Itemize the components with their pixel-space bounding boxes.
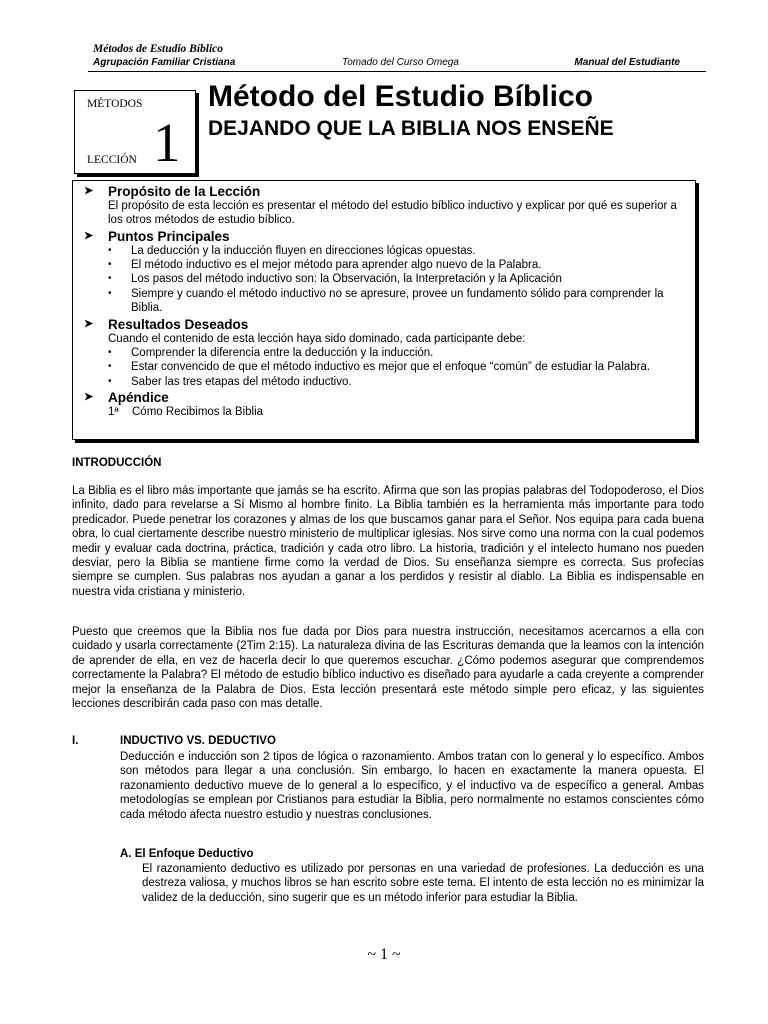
page-subtitle: DEJANDO QUE LA BIBLIA NOS ENSEÑE — [208, 117, 614, 140]
lesson-summary-box — [72, 180, 696, 440]
arrow-bullet-icon: ➤ — [84, 317, 94, 330]
series-title: Métodos de Estudio Bíblico — [93, 43, 224, 55]
apendice-text: Cómo Recibimos la Biblia — [132, 406, 264, 419]
page-header — [88, 42, 706, 72]
section-number: I. — [72, 735, 79, 747]
section-1-text: Deducción e inducción son 2 tipos de lógica o razonamiento. Ambos tratan con lo general y lo específico. Ambos son métodos para llegar a una conclusión. Sin embargo, lo hacen en exactamente la manera opuesta. El razonamiento deductivo mueve de lo general a lo específico, y el inductivo va de específico a general. Ambas metodologías se emplean por Cristianos para estudiar la Biblia, pero normalmente no estamos conscientes cómo cada método afecta nuestro estudio y nuestras conclusiones. — [120, 751, 704, 821]
apendice-item — [83, 405, 683, 420]
puntos-list — [83, 244, 683, 316]
arrow-bullet-icon: ➤ — [84, 391, 94, 404]
metodos-label: MÉTODOS — [87, 98, 143, 110]
page-number: ~ 1 ~ — [367, 946, 401, 963]
puntos-heading: ➤ Puntos Principales — [84, 228, 230, 244]
organization-name: Agrupación Familiar Cristiana — [93, 57, 236, 68]
lesson-box — [74, 90, 196, 174]
proposito-text: El propósito de esta lección es presentar el método del estudio bíblico inductivo y explicar por qué es superior a los otros métodos de estudio bíblico. — [108, 200, 677, 227]
apendice-heading: ➤ Apéndice — [84, 390, 169, 406]
resultados-list — [83, 346, 683, 389]
list-item: • El método inductivo es el mejor método para aprender algo nuevo de la Palabra. — [131, 258, 683, 272]
resultados-intro: Cuando el contenido de esta lección haya sido dominado, cada participante debe: — [108, 332, 526, 345]
list-item: • Estar convencido de que el método inductivo es mejor que el enfoque “común” de estudiar la Palabra. — [131, 360, 683, 374]
arrow-bullet-icon: ➤ — [84, 229, 94, 242]
introduccion-paragraph-2: Puesto que creemos que la Biblia nos fue dada por Dios para nuestra instrucción, necesitamos acercarnos a ella con cuidado y usarla correctamente (2Tim 2:15). La naturaleza divina de las Escrituras demanda que la leamos con la intención de aprender de ella, en vez de hacerla decir lo que queremos escuchar. ¿Cómo podemos asegurar que comprendemos correctamente la Palabra? El método de estudio bíblico inductivo es diseñado para ayudarle a cada creyente a comprender mejor la enseñanza de la Palabra de Dios. Esta lección presentará este método simple pero eficaz, y las siguientes lecciones describirán cada paso con mas detalle. — [72, 626, 704, 711]
list-item: • Comprender la diferencia entre la deducción y la inducción. — [131, 346, 683, 360]
subsection-a-text: El razonamiento deductivo es utilizado por personas en una variedad de profesiones. La deducción es una destreza valiosa, y muchos libros se han escrito sobre este tema. El intento de esta lección no es minimizar la validez de la deducción, sino sugerir que es un método inferior para estudiar la Biblia. — [142, 863, 704, 904]
subsection-a-heading: A. El Enfoque Deductivo — [120, 848, 254, 860]
proposito-heading: ➤ Propósito de la Lección — [84, 184, 261, 199]
list-item: • Saber las tres etapas del método inductivo. — [131, 375, 683, 389]
leccion-label: LECCIÓN — [87, 154, 137, 166]
resultados-heading: ➤ Resultados Deseados — [84, 316, 249, 332]
introduccion-paragraph-1: La Biblia es el libro más importante que jamás se ha escrito. Afirma que son las propias palabras del Todopoderoso, el Dios infinito, dado para revelarse a Sí Mismo al hombre finito. La Biblia también es la herramienta más importante para todo predicador. Puede penetrar los corazones y almas de los que buscamos ganar para el Señor. Nos equipa para cada buena obra, lo cual ciertamente describe nuestro ministerio de multiplicar iglesias. Nos sirve como una norma con la cual podemos medir y evaluar cada doctrina, práctica, tradición y cada otro libro. La historia, tradición y el intelecto humano nos pueden desviar, pero la Biblia se mantiene firme como la verdad de Dios. Su enseñanza siempre es correcta. Sus profecías siempre se cumplen. Sus palabras nos ayudan a ganar a los perdidos y resistir al diablo. La Biblia es indispensable en nuestra vida cristiana y ministerio. — [72, 485, 704, 598]
lesson-number: 1 — [153, 112, 181, 173]
list-item: • Siempre y cuando el método inductivo no se apresure, provee un fundamento sólido para comprender la Biblia. — [131, 287, 683, 316]
arrow-bullet-icon: ➤ — [84, 185, 94, 197]
course-name: Tomado del Curso Omega — [342, 57, 459, 68]
section-title: INDUCTIVO VS. DEDUCTIVO — [120, 735, 276, 747]
introduccion-heading: INTRODUCCIÓN — [72, 457, 162, 469]
list-item: • Los pasos del método inductivo son: la Observación, la Interpretación y la Aplicación — [131, 272, 683, 286]
manual-name: Manual del Estudiante — [574, 57, 680, 68]
list-item: • La deducción y la inducción fluyen en direcciones lógicas opuestas. — [131, 244, 683, 258]
apendice-number: 1ª — [108, 406, 119, 419]
page-title: Método del Estudio Bíblico — [208, 80, 593, 113]
